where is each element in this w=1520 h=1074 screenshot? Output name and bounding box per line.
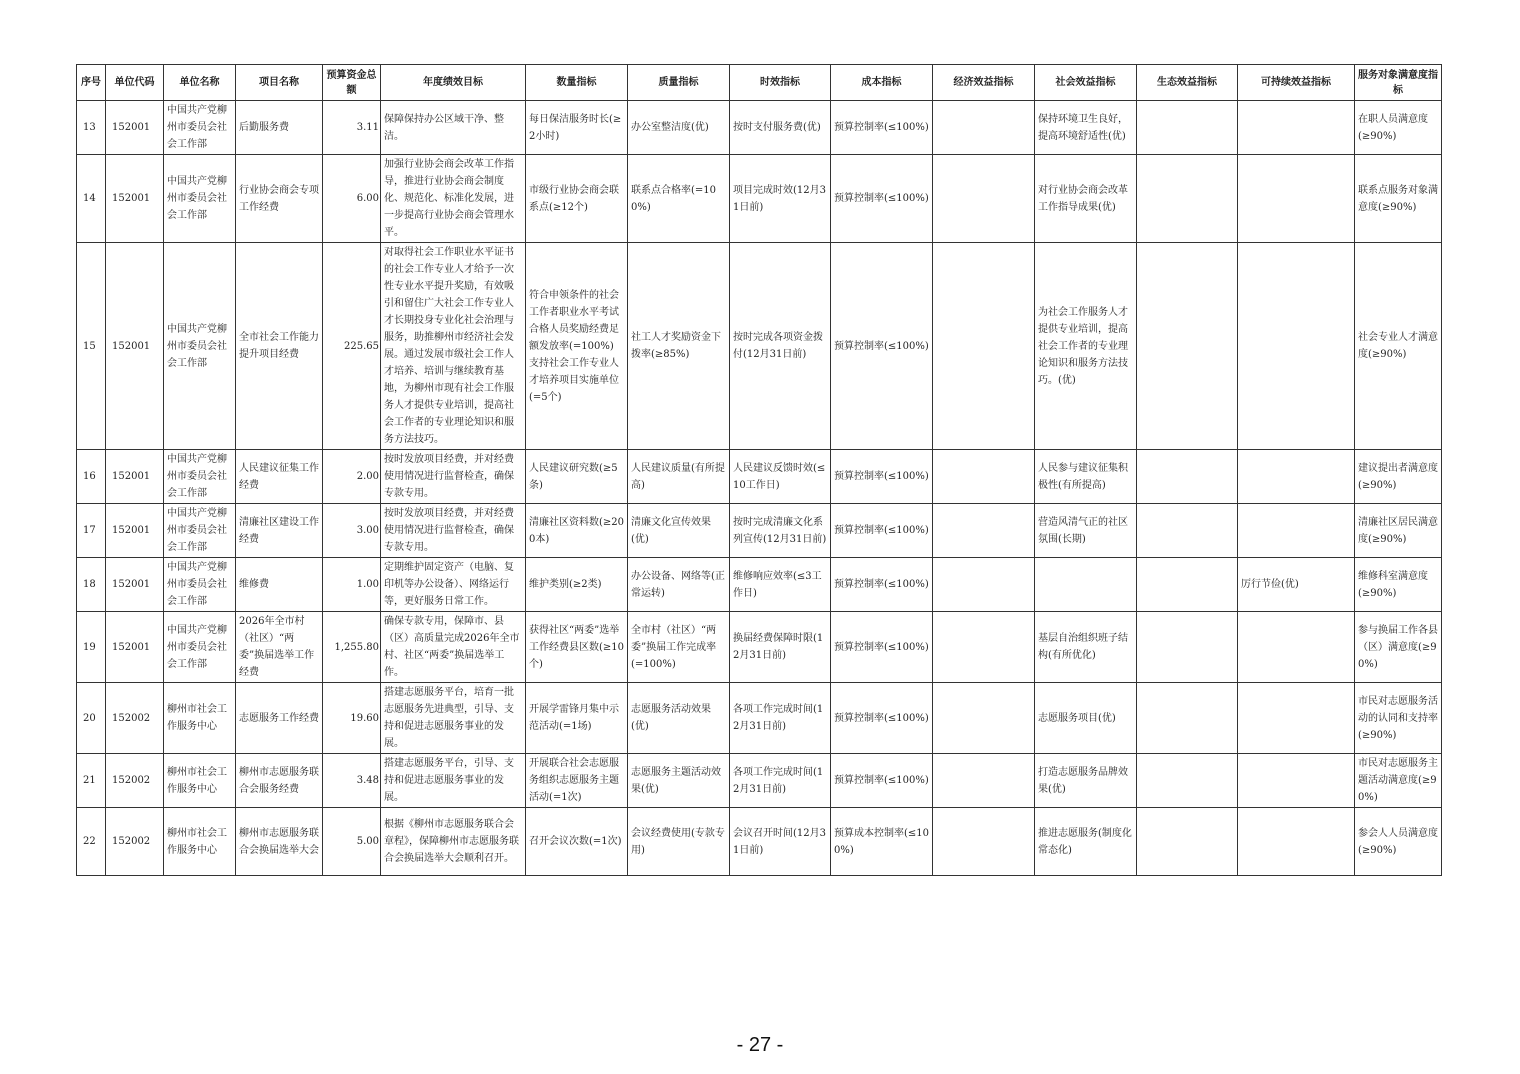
cell-quality: 人民建议质量(有所提高): [628, 450, 730, 504]
cell-sustainable: [1238, 243, 1355, 450]
cell-economic: [933, 243, 1035, 450]
table-row: [77, 612, 1442, 683]
cell-cost: 预算控制率(≤100%): [831, 504, 933, 558]
cell-cost: 预算控制率(≤100%): [831, 683, 933, 754]
header-sustainable: 可持续效益指标: [1238, 65, 1355, 101]
table-row: [77, 754, 1442, 808]
cell-annual-goal: 搭建志愿服务平台，培育一批志愿服务先进典型，引导、支持和促进志愿服务事业的发展。: [381, 683, 526, 754]
cell-quality: 办公设备、网络等(正常运转): [628, 558, 730, 612]
cell-sustainable: [1238, 754, 1355, 808]
header-budget: 预算资金总额: [323, 65, 381, 101]
cell-timeliness: 维修响应效率(≤3工作日): [730, 558, 831, 612]
cell-quality: 办公室整洁度(优): [628, 101, 730, 155]
cell-quantity: 人民建议研究数(≥5条): [526, 450, 628, 504]
table-row: [77, 243, 1442, 450]
cell-project-name: 行业协会商会专项工作经费: [236, 155, 323, 243]
cell-project-name: 后勤服务费: [236, 101, 323, 155]
cell-unit-code: 152001: [106, 450, 164, 504]
table-header-row: [77, 65, 1442, 101]
header-satisfaction: 服务对象满意度指标: [1355, 65, 1442, 101]
cell-social: 对行业协会商会改革工作指导成果(优): [1035, 155, 1137, 243]
cell-quantity: 清廉社区资料数(≥200本): [526, 504, 628, 558]
table-row: [77, 155, 1442, 243]
cell-ecological: [1137, 504, 1238, 558]
cell-ecological: [1137, 808, 1238, 876]
cell-index: 13: [77, 101, 106, 155]
cell-social: 营造风清气正的社区氛围(长期): [1035, 504, 1137, 558]
cell-satisfaction: 在职人员满意度(≥90%): [1355, 101, 1442, 155]
header-timeliness: 时效指标: [730, 65, 831, 101]
cell-index: 19: [77, 612, 106, 683]
table-row: [77, 504, 1442, 558]
cell-budget: 1.00: [323, 558, 381, 612]
cell-social: 志愿服务项目(优): [1035, 683, 1137, 754]
cell-budget: 3.48: [323, 754, 381, 808]
cell-ecological: [1137, 243, 1238, 450]
cell-budget: 19.60: [323, 683, 381, 754]
cell-satisfaction: 社会专业人才满意度(≥90%): [1355, 243, 1442, 450]
cell-index: 14: [77, 155, 106, 243]
cell-ecological: [1137, 101, 1238, 155]
cell-annual-goal: 对取得社会工作职业水平证书的社会工作专业人才给予一次性专业水平提升奖励，有效吸引和留住广大社会工作专业人才长期投身专业化社会治理与服务，助推柳州市经济社会发展。通过发展市级社会工作人才培养、培训与继续教育基地，为柳州市现有社会工作服务人才提供专业培训，提高社会工作者的专业理论知识和服务方法技巧。: [381, 243, 526, 450]
cell-annual-goal: 保障保持办公区域干净、整洁。: [381, 101, 526, 155]
cell-quantity: 开展联合社会志愿服务组织志愿服务主题活动(=1次): [526, 754, 628, 808]
cell-budget: 225.65: [323, 243, 381, 450]
header-social: 社会效益指标: [1035, 65, 1137, 101]
table-row: [77, 101, 1442, 155]
cell-index: 17: [77, 504, 106, 558]
cell-social: 推进志愿服务(制度化常态化): [1035, 808, 1137, 876]
cell-budget: 2.00: [323, 450, 381, 504]
cell-unit-code: 152001: [106, 612, 164, 683]
cell-economic: [933, 558, 1035, 612]
cell-unit-code: 152001: [106, 155, 164, 243]
cell-budget: 5.00: [323, 808, 381, 876]
cell-cost: 预算控制率(≤100%): [831, 101, 933, 155]
cell-quality: 志愿服务主题活动效果(优): [628, 754, 730, 808]
header-quantity: 数量指标: [526, 65, 628, 101]
cell-ecological: [1137, 754, 1238, 808]
cell-ecological: [1137, 558, 1238, 612]
cell-unit-code: 152001: [106, 101, 164, 155]
cell-satisfaction: 参会人人员满意度(≥90%): [1355, 808, 1442, 876]
cell-satisfaction: 联系点服务对象满意度(≥90%): [1355, 155, 1442, 243]
cell-ecological: [1137, 155, 1238, 243]
cell-satisfaction: 建议提出者满意度(≥90%): [1355, 450, 1442, 504]
cell-quantity: 每日保洁服务时长(≥2小时): [526, 101, 628, 155]
cell-annual-goal: 按时发放项目经费，并对经费使用情况进行监督检查，确保专款专用。: [381, 504, 526, 558]
cell-cost: 预算控制率(≤100%): [831, 612, 933, 683]
cell-timeliness: 项目完成时效(12月31日前): [730, 155, 831, 243]
cell-satisfaction: 市民对志愿服务活动的认同和支持率(≥90%): [1355, 683, 1442, 754]
cell-annual-goal: 加强行业协会商会改革工作指导，推进行业协会商会制度化、规范化、标准化发展，进一步提高行业协会商会管理水平。: [381, 155, 526, 243]
cell-unit-name: 柳州市社会工作服务中心: [164, 683, 236, 754]
cell-cost: 预算控制率(≤100%): [831, 558, 933, 612]
cell-quantity: 召开会议次数(=1次): [526, 808, 628, 876]
cell-satisfaction: 清廉社区居民满意度(≥90%): [1355, 504, 1442, 558]
cell-satisfaction: 维修科室满意度(≥90%): [1355, 558, 1442, 612]
cell-quality: 全市村（社区）“两委”换届工作完成率(=100%): [628, 612, 730, 683]
cell-cost: 预算控制率(≤100%): [831, 155, 933, 243]
cell-index: 18: [77, 558, 106, 612]
table-row: [77, 450, 1442, 504]
cell-unit-code: 152001: [106, 504, 164, 558]
cell-timeliness: 人民建议反馈时效(≤10工作日): [730, 450, 831, 504]
cell-sustainable: [1238, 101, 1355, 155]
cell-unit-name: 柳州市社会工作服务中心: [164, 808, 236, 876]
cell-ecological: [1137, 450, 1238, 504]
cell-unit-name: 中国共产党柳州市委员会社会工作部: [164, 450, 236, 504]
cell-social: 基层自治组织班子结构(有所优化): [1035, 612, 1137, 683]
cell-quality: 志愿服务活动效果(优): [628, 683, 730, 754]
cell-index: 16: [77, 450, 106, 504]
cell-annual-goal: 搭建志愿服务平台，引导、支持和促进志愿服务事业的发展。: [381, 754, 526, 808]
header-quality: 质量指标: [628, 65, 730, 101]
cell-economic: [933, 504, 1035, 558]
page-number: - 27 -: [736, 1034, 784, 1056]
cell-unit-name: 中国共产党柳州市委员会社会工作部: [164, 243, 236, 450]
cell-social: [1035, 558, 1137, 612]
cell-economic: [933, 612, 1035, 683]
header-unit-name: 单位名称: [164, 65, 236, 101]
table-body: [77, 101, 1442, 876]
cell-sustainable: 厉行节俭(优): [1238, 558, 1355, 612]
header-annual-goal: 年度绩效目标: [381, 65, 526, 101]
cell-timeliness: 会议召开时间(12月31日前): [730, 808, 831, 876]
cell-unit-code: 152001: [106, 243, 164, 450]
cell-unit-name: 中国共产党柳州市委员会社会工作部: [164, 101, 236, 155]
cell-satisfaction: 市民对志愿服务主题活动满意度(≥90%): [1355, 754, 1442, 808]
cell-unit-name: 柳州市社会工作服务中心: [164, 754, 236, 808]
cell-unit-name: 中国共产党柳州市委员会社会工作部: [164, 155, 236, 243]
cell-cost: 预算控制率(≤100%): [831, 450, 933, 504]
cell-quantity: 符合申领条件的社会工作者职业水平考试合格人员奖励经费足额发放率(=100%) 支持社会工作专业人才培养项目实施单位(=5个): [526, 243, 628, 450]
cell-budget: 3.11: [323, 101, 381, 155]
cell-unit-name: 中国共产党柳州市委员会社会工作部: [164, 558, 236, 612]
cell-index: 20: [77, 683, 106, 754]
cell-index: 22: [77, 808, 106, 876]
cell-project-name: 志愿服务工作经费: [236, 683, 323, 754]
cell-annual-goal: 按时发放项目经费，并对经费使用情况进行监督检查，确保专款专用。: [381, 450, 526, 504]
cell-sustainable: [1238, 155, 1355, 243]
cell-index: 21: [77, 754, 106, 808]
cell-annual-goal: 根据《柳州市志愿服务联合会章程》，保障柳州市志愿服务联合会换届选举大会顺利召开。: [381, 808, 526, 876]
cell-economic: [933, 754, 1035, 808]
cell-cost: 预算控制率(≤100%): [831, 754, 933, 808]
cell-economic: [933, 101, 1035, 155]
cell-unit-code: 152001: [106, 558, 164, 612]
cell-sustainable: [1238, 450, 1355, 504]
cell-quality: 会议经费使用(专款专用): [628, 808, 730, 876]
header-unit-code: 单位代码: [106, 65, 164, 101]
cell-unit-code: 152002: [106, 754, 164, 808]
cell-timeliness: 按时完成各项资金拨付(12月31日前): [730, 243, 831, 450]
cell-timeliness: 按时支付服务费(优): [730, 101, 831, 155]
cell-economic: [933, 808, 1035, 876]
cell-budget: 1,255.80: [323, 612, 381, 683]
cell-annual-goal: 定期维护固定资产（电脑、复印机等办公设备）、网络运行等，更好服务日常工作。: [381, 558, 526, 612]
table-row: [77, 558, 1442, 612]
header-economic: 经济效益指标: [933, 65, 1035, 101]
cell-satisfaction: 参与换届工作各县（区）满意度(≥90%): [1355, 612, 1442, 683]
header-ecological: 生态效益指标: [1137, 65, 1238, 101]
cell-cost: 预算控制率(≤100%): [831, 243, 933, 450]
cell-unit-code: 152002: [106, 683, 164, 754]
cell-project-name: 柳州市志愿服务联合会换届选举大会: [236, 808, 323, 876]
header-index: 序号: [77, 65, 106, 101]
cell-timeliness: 各项工作完成时间(12月31日前): [730, 754, 831, 808]
cell-sustainable: [1238, 683, 1355, 754]
cell-annual-goal: 确保专款专用，保障市、县（区）高质量完成2026年全市村、社区“两委”换届选举工作。: [381, 612, 526, 683]
cell-quantity: 获得社区“两委”选举工作经费县区数(≥10个): [526, 612, 628, 683]
cell-timeliness: 按时完成清廉文化系列宣传(12月31日前): [730, 504, 831, 558]
cell-budget: 6.00: [323, 155, 381, 243]
cell-project-name: 维修费: [236, 558, 323, 612]
cell-budget: 3.00: [323, 504, 381, 558]
cell-economic: [933, 155, 1035, 243]
cell-economic: [933, 683, 1035, 754]
cell-economic: [933, 450, 1035, 504]
cell-ecological: [1137, 612, 1238, 683]
cell-project-name: 清廉社区建设工作经费: [236, 504, 323, 558]
cell-timeliness: 换届经费保障时限(12月31日前): [730, 612, 831, 683]
cell-unit-code: 152002: [106, 808, 164, 876]
cell-quality: 社工人才奖励资金下拨率(≥85%): [628, 243, 730, 450]
performance-table: [76, 64, 1442, 876]
cell-sustainable: [1238, 808, 1355, 876]
cell-quantity: 市级行业协会商会联系点(≥12个): [526, 155, 628, 243]
cell-ecological: [1137, 683, 1238, 754]
cell-project-name: 2026年全市村（社区）“两委”换届选举工作经费: [236, 612, 323, 683]
cell-index: 15: [77, 243, 106, 450]
cell-unit-name: 中国共产党柳州市委员会社会工作部: [164, 504, 236, 558]
cell-cost: 预算成本控制率(≤100%): [831, 808, 933, 876]
cell-sustainable: [1238, 504, 1355, 558]
cell-quality: 清廉文化宣传效果(优): [628, 504, 730, 558]
header-project-name: 项目名称: [236, 65, 323, 101]
header-cost: 成本指标: [831, 65, 933, 101]
table-row: [77, 683, 1442, 754]
cell-social: 为社会工作服务人才提供专业培训，提高社会工作者的专业理论知识和服务方法技巧。(优): [1035, 243, 1137, 450]
cell-project-name: 全市社会工作能力提升项目经费: [236, 243, 323, 450]
cell-sustainable: [1238, 612, 1355, 683]
table-row: [77, 808, 1442, 876]
cell-quantity: 开展学雷锋月集中示范活动(=1场): [526, 683, 628, 754]
cell-social: 保持环境卫生良好，提高环境舒适性(优): [1035, 101, 1137, 155]
cell-timeliness: 各项工作完成时间(12月31日前): [730, 683, 831, 754]
cell-social: 打造志愿服务品牌效果(优): [1035, 754, 1137, 808]
cell-quantity: 维护类别(≥2类): [526, 558, 628, 612]
cell-project-name: 人民建议征集工作经费: [236, 450, 323, 504]
cell-project-name: 柳州市志愿服务联合会服务经费: [236, 754, 323, 808]
cell-social: 人民参与建议征集积极性(有所提高): [1035, 450, 1137, 504]
cell-unit-name: 中国共产党柳州市委员会社会工作部: [164, 612, 236, 683]
cell-quality: 联系点合格率(=100%): [628, 155, 730, 243]
